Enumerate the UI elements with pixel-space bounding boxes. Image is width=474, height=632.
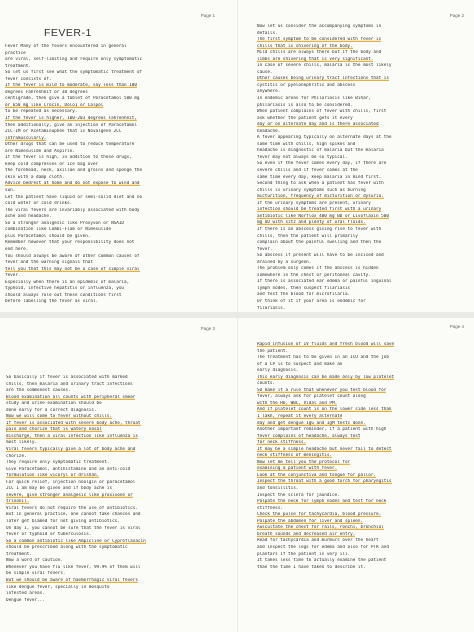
text-line: So let us first see what the symptomatic treatment of (5, 70, 143, 76)
text-line: details. (257, 30, 278, 36)
text-line: filariasis. (257, 305, 286, 311)
text-line: Give Paracetamol, antihistamine and an anti-cold (6, 466, 131, 472)
text-line: Advice bedrest at home and do not expose to wind and (5, 181, 140, 187)
text-column (257, 342, 469, 571)
text-line: and test the blood for microfilaria. (257, 292, 351, 298)
text-line: pain and chorize that is watery nasal (6, 427, 102, 433)
text-line: Other drugs that can be used to reduce temperature (5, 142, 135, 148)
document-page-2 (238, 0, 474, 312)
text-line: The viral fevers are invariably associated with body (5, 207, 140, 213)
text-line: and tonsillitis. (257, 486, 299, 492)
text-line: stiffness. (257, 505, 283, 511)
text-line: In case of severe chills, malaria is the most likely (257, 63, 392, 69)
text-line: day and get dengue IgG and IgM tests done. (257, 420, 366, 426)
text-line: Especially when there is an epidemic of malaria, (5, 279, 130, 285)
text-line: fever or typhoid or tuberculosis. (6, 532, 92, 538)
text-line: Now let me tell you the protocol for (257, 459, 351, 465)
text-line: should always rule out these conditions first (5, 292, 122, 298)
text-line: Dengue fever... (6, 597, 45, 603)
text-line: fever complains of headache, always test (257, 433, 361, 439)
text-line: chorize. (6, 453, 27, 459)
text-line: fever may not always be so typical. (257, 154, 348, 160)
text-line: If the fever is mild to moderate, say less than 100 (5, 83, 137, 89)
text-line: Blood examination all counts with peripheral smear (6, 394, 136, 400)
text-line: So even if the fever comes every day, if there are (257, 161, 387, 167)
text-line: For quick relief, injection noolgin or paracetamol (6, 479, 136, 485)
text-line: Inspect the throat with a good torch for pharyngitis (257, 479, 392, 485)
text-line: to be repeated as necessary. (5, 109, 78, 115)
text-line: infested areas. (6, 591, 45, 597)
text-line: The problem only comes if the abscess is hidden (257, 266, 379, 272)
text-column (5, 44, 231, 306)
text-line: Viral fevers typically give a lot of body ache and (6, 447, 136, 453)
text-line: of a CP is to suspect and make an (257, 361, 343, 367)
text-line: A fever appearing typically on alternate days at the (257, 135, 392, 141)
text-line: antibiotic like Norflox 400 mg BD or Livoflaxin 500 (257, 213, 389, 219)
text-line: end here. (5, 246, 29, 252)
text-line: early diagnosis. (257, 368, 299, 374)
text-line: Rapid infusion of IV fluids and fresh blood will save (257, 342, 395, 347)
text-line: the forehead, neck, axillae and groins and sponge the (5, 168, 143, 174)
text-line: lymph nodes, then suspect filariasis (257, 285, 351, 291)
text-line: You should always be aware of other common causes of (5, 253, 140, 259)
text-line: examining a patient with fever. (257, 466, 338, 472)
text-line: This early diagnosis can be made only by low platelet (257, 374, 395, 380)
text-line: chills, then malaria and urinary tract infections (6, 381, 133, 387)
text-line: Second thing to ask when a patient has fever with (257, 181, 384, 187)
text-line: keep cold compresses or ice bag over (5, 161, 99, 167)
text-line: later get blamed for not giving antibiotics. (6, 519, 120, 525)
text-line: Now let us consider the accompanying symptoms in (257, 24, 382, 29)
text-line: SO make it a rule that whenever you test blood for (257, 387, 387, 393)
document-title: FEVER-1 (44, 27, 92, 39)
text-line: Now a word of caution. (6, 558, 63, 564)
text-line: So a stronger analgesic like Proxyvon or NSAID (5, 220, 124, 226)
text-line: same time every day, keep malaria in mind first. (257, 174, 382, 180)
page-number: Page 4 (449, 324, 464, 329)
text-line: done early for a correct diagnosis. (6, 407, 97, 413)
text-line: with the Hb, WBC, Vidal and PM. (257, 400, 338, 406)
text-line: limbs are shivering that is very significant. (257, 56, 374, 62)
text-line: Viral fevers do not require the use of antibiotics. (6, 505, 138, 511)
text-line: In endemic areas for Philariasis like Bihar, (257, 96, 371, 102)
text-line: fever. (5, 273, 21, 279)
text-line: for neck stiffness. (257, 440, 307, 446)
text-line: They require only symptomatic treatment. (6, 460, 110, 466)
text-line: Remember however that your responsibility does not (5, 240, 135, 246)
text-line: the patient. (257, 348, 289, 354)
text-line: tell you that this may not be a case of simple viral (5, 266, 140, 272)
page-number: Page 3 (200, 326, 215, 331)
text-line: Other causes being urinary tract infections that is (257, 76, 389, 82)
text-line: complain about the painful swelling and then the (257, 240, 382, 246)
text-line: Palpate the neck for lymph nodes and test for neck (257, 499, 387, 505)
document-page-4 (238, 318, 474, 632)
text-line: be simple viral fevers. (6, 571, 66, 577)
text-line: same time with chills, high spikes and (257, 141, 356, 147)
text-line: chills is urinary symptoms such as burning (257, 187, 366, 193)
text-line: fever and the warning signals that (5, 260, 93, 266)
text-column (257, 24, 469, 312)
text-line: But in general practice, one cannot take chances and (6, 512, 141, 518)
text-line: degrees Fahrenheit or 38 degrees (5, 89, 88, 95)
text-line: If there is an abscess giving rise to fever with (257, 226, 382, 232)
text-line: The first symptom to be considered with fever is (257, 37, 382, 43)
text-line: cause. (257, 69, 273, 75)
text-line: Inspect the sclera for jaundice. (257, 492, 340, 498)
text-line: If fever is associated with severe body ache, throat (6, 420, 141, 426)
text-line: counts. (257, 381, 276, 387)
text-line: 1 lakh, repeat it every alternate (257, 414, 343, 420)
text-line: practice (5, 50, 26, 56)
text-line: typhoid, infective hepatitis or influenza, you (5, 286, 124, 292)
text-line: are the commonest causes. (6, 388, 71, 394)
text-line: like dengue fever, specially in mosquito (6, 584, 110, 590)
text-line: Palpate the abdomen for liver and spleen. (257, 518, 364, 524)
text-line: Look at the conjunctiva and tongue for pallor. (257, 472, 376, 478)
text-line: are viral, self-limiting and require only symptomatic (5, 57, 143, 63)
text-line: combination like Combi-Flam or Nimesulide (5, 227, 112, 233)
text-line: chills that is shivering of the body. (257, 43, 353, 49)
text-line: plus Paracetamol should be given. (5, 233, 91, 239)
text-line: formulation like vicoryl or drishan. (6, 473, 100, 479)
text-line: discharge, then a viral infection like influenza is (6, 433, 138, 439)
text-line: Or think of it if your area is endemic for (257, 298, 366, 304)
text-line: severe chills and if fever comes at the (257, 168, 358, 174)
text-line: drained by a surgeon. (257, 259, 312, 265)
text-line: day or on alternate day and is there associated (257, 122, 379, 128)
text-line: skin with a damp cloth. (5, 174, 65, 180)
text-line: fever, always ask for platelet count along (257, 394, 366, 400)
text-line: fever. (257, 246, 273, 252)
text-line: philariasis is also to be considered. (257, 102, 353, 108)
text-line: Another important reminder, if a patient with high (257, 427, 387, 433)
text-line: Check the pulse for tachycardia, blood pressure. (257, 512, 382, 518)
text-line: On day 1, you cannot be sure that the fever is viral (6, 525, 141, 531)
text-line: ask whether the patient gets it every (257, 115, 353, 121)
text-line: Let the patient have liquid or semi-solid diet and no (5, 194, 143, 200)
text-line: anywhere. (257, 89, 281, 95)
text-line: most likely. (6, 440, 38, 446)
text-line: cystitis or pyelonephritis and abscess (257, 82, 356, 88)
text-line: But we should be aware of haemorrhagic viral fevers (6, 577, 138, 583)
text-line: neck stiffness of meningitis. (257, 453, 333, 459)
text-line: 2CC I am may be given and if body ache is (6, 486, 113, 492)
document-page-3 (0, 318, 237, 632)
text-line: before labelling the fever as viral. (5, 299, 99, 305)
text-line: or 650 mg like Crocin, Dolo1 or Calpol (5, 102, 104, 108)
text-line: If the fever is high, in addition to these drugs, (5, 155, 132, 161)
text-line: mg OD with sitz and plenty of oral fluids. (257, 220, 366, 226)
text-line: headache. (257, 128, 281, 134)
text-line: sun. (5, 188, 16, 194)
text-line: infection should be treated first with a urinary (257, 207, 382, 213)
text-line: chills, then the patient will primarily (257, 233, 358, 239)
text-line: Fever Many of the fevers encountered in general (5, 44, 127, 49)
text-line: breath sounds and decreased air entry. (257, 531, 356, 537)
text-line: should be prescribed along with the symptomatic (6, 545, 128, 551)
text-line: severe, give stronger analgesic like proxivone or (6, 492, 133, 498)
text-column (6, 375, 232, 604)
text-line: The treatment has to be given in an ICU and the job (257, 355, 389, 361)
text-line: If the fever is higher, 100-203 degrees Fahrenheit, (5, 116, 137, 122)
text-line: So a common antibiotic like Ampicline or Cyproflaxacin (6, 538, 146, 544)
text-line: It takes less time to actually examine the patient (257, 558, 387, 564)
page-number: Page 1 (200, 13, 215, 18)
text-line: intramuscularly. (5, 135, 47, 141)
text-line: than the time I have taken to describe it. (257, 564, 366, 570)
text-line: ache and headache. (5, 214, 52, 220)
text-line: fever consists of. (5, 76, 52, 82)
text-line: Now we will come to fever without chills. (6, 414, 113, 420)
text-line: Whenever you have flu like fever, 99.9% of them will (6, 564, 141, 570)
document-page-1 (0, 0, 237, 312)
page-number: Page 2 (449, 13, 464, 18)
text-line: Auscultate the chest for rails, ronchi, bronchial (257, 525, 384, 531)
text-line: somewhere in the chest or peritoneal cavity. (257, 272, 371, 278)
text-line: trinonil. (6, 499, 30, 505)
text-line: And if platelet count is on the lower side less than (257, 407, 392, 413)
text-line: When patient complains of fever with chills, first (257, 109, 387, 115)
text-line: So basically if fever is associated with marked (6, 375, 128, 380)
text-line: Mild chills are always there but if the body and (257, 50, 382, 56)
text-line: and inspect the legs for edema and also for PTR and (257, 544, 389, 550)
text-line: micturition, frequency of micturition or dysuria. (257, 194, 384, 200)
text-line: If the urinary symptoms are present, urinary (257, 200, 371, 206)
text-line: treatment. (5, 63, 31, 69)
text-line: 2CC-IM or Acetaminophen that is Novalgene 2CC (5, 129, 122, 135)
text-line: If there is associated ear edema or painful inguinal (257, 279, 392, 285)
text-line: are Nimesulide and Aspirin. (5, 148, 75, 154)
text-line: then additionally, give an injection of Paracetamol (5, 122, 137, 128)
text-line: cold water or cold drinks. (5, 201, 73, 207)
text-line: centigrade, then give a tablet of Paracetamol 500 mg (5, 96, 140, 102)
text-line: So abscess if present will have to be incised and (257, 253, 384, 259)
text-line: plantars if the patient is very ill. (257, 551, 351, 557)
text-line: It may be a simple headache but never fail to detect (257, 446, 392, 452)
text-line: Read for tachycardia and murmurs over the heart (257, 538, 379, 544)
text-line: study and urine examination should be (6, 401, 102, 407)
text-line: headache is diagnostic of malaria but the malaria (257, 148, 384, 154)
text-line: treatment. (6, 551, 32, 557)
